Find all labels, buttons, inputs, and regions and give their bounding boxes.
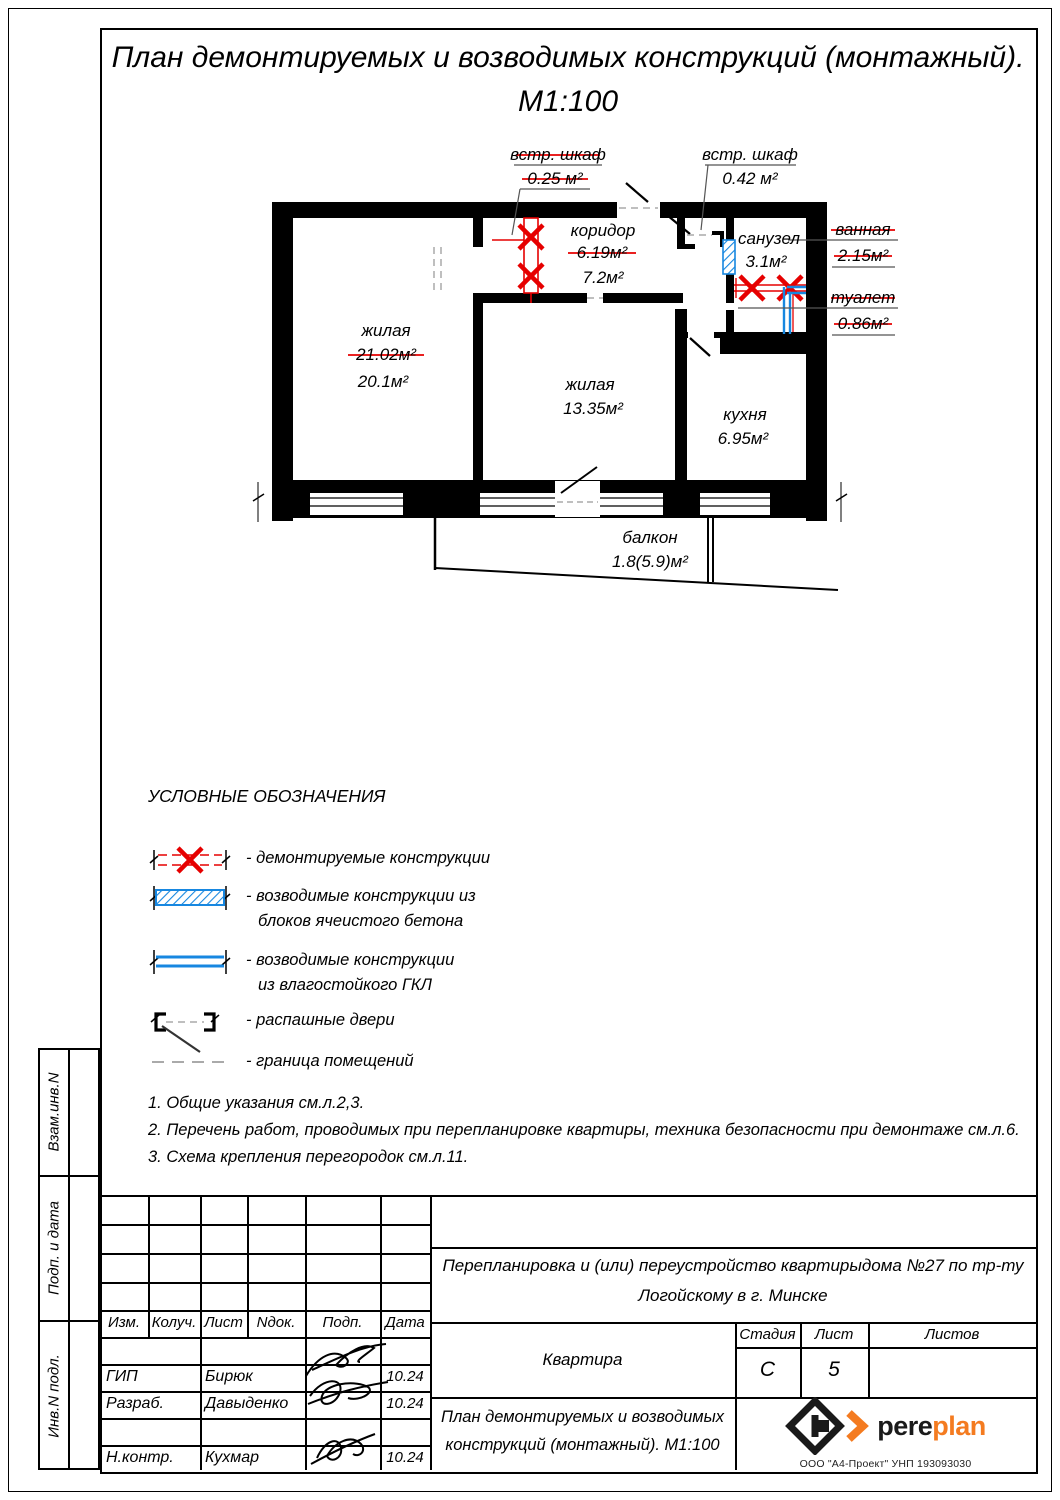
legend-item-gkl — [148, 942, 454, 998]
label-balkon-area: 1.8(5.9)м² — [612, 552, 688, 571]
tb-header-list: Лист — [204, 1314, 243, 1331]
note-1: 1. Общие указания см.л.2,3. — [148, 1094, 365, 1112]
side-label-podp: Подп. и дата — [45, 1201, 63, 1295]
label-closet2-name: встр. шкаф — [702, 145, 798, 164]
page-title-line1: План демонтируемых и возводимых конструкций (монтажный). — [111, 41, 1025, 74]
tb-object: Квартира — [542, 1350, 623, 1369]
tb-role-nkontr: Н.контр. — [106, 1449, 174, 1466]
tb-stage-value: С — [759, 1358, 776, 1381]
label-tualet-area: 0.86м² — [837, 314, 889, 333]
logo-text-plan: plan — [932, 1410, 986, 1441]
legend-heading: УСЛОВНЫЕ ОБОЗНАЧЕНИЯ — [148, 786, 386, 806]
tb-sheet-value: 5 — [828, 1358, 840, 1381]
label-vannaya-name: ванная — [835, 220, 891, 239]
entrance-door-leaf — [626, 183, 648, 202]
legend-aerated-label-line1: - возводимые конструкции из — [246, 887, 476, 905]
tb-doc-title-line1: План демонтируемых и возводимых — [441, 1408, 724, 1426]
logo-chevron-icon — [849, 1413, 863, 1439]
side-label-inv: Инв.N подл. — [45, 1354, 63, 1438]
legend-doors-label: - распашные двери — [246, 1011, 395, 1029]
tb-header-ndok: Nдок. — [256, 1314, 296, 1331]
label-sanuzel-area: 3.1м² — [745, 252, 787, 271]
label-zhilaya1-name: жилая — [361, 321, 411, 340]
legend-aerated-symbol — [148, 878, 232, 918]
tb-project-line1: Перепланировка и (или) переустройство квартирыдома №27 по тр-ту — [442, 1256, 1024, 1275]
new-wall-gkl — [784, 287, 806, 334]
label-vannaya-area: 2.15м² — [837, 246, 889, 265]
tb-header-podp: Подп. — [322, 1314, 363, 1331]
signature-nkontr — [303, 1424, 383, 1470]
label-koridor-area-old: 6.19м² — [576, 243, 628, 262]
side-label-vzam: Взам.инв.N — [45, 1072, 63, 1152]
tb-doc-title-line2: конструкций (монтажный). М1:100 — [445, 1436, 720, 1454]
legend-gkl-symbol — [148, 942, 232, 982]
tb-project-line2: Логойскому в г. Минске — [638, 1286, 828, 1305]
label-kuhnya-name: кухня — [723, 405, 767, 424]
note-2: 2. Перечень работ, проводимых при перепланировке квартиры, техника безопасности при демонтаже см.л.6. — [148, 1121, 1020, 1139]
legend-item-demolition — [148, 840, 490, 880]
label-closet1-area: 0.25 м² — [527, 169, 583, 188]
new-wall-aerated-concrete — [723, 240, 735, 274]
side-strip-divider — [68, 1048, 70, 1470]
legend-aerated-label-line2: блоков ячеистого бетона — [258, 912, 464, 930]
balcony-door-opening — [555, 481, 600, 517]
tb-header-data: Дата — [385, 1314, 425, 1331]
label-koridor-name: коридор — [570, 221, 636, 240]
label-koridor-area-new: 7.2м² — [582, 268, 624, 287]
tb-header-izm: Изм. — [108, 1314, 140, 1331]
logo-text-pere: pere — [877, 1410, 933, 1441]
logo-diamond-icon — [785, 1397, 877, 1455]
legend-gkl-label-line1: - возводимые конструкции — [246, 951, 455, 969]
legend-boundary-label: - граница помещений — [246, 1052, 414, 1070]
tb-sheets-label: Листов — [924, 1326, 980, 1343]
tb-date-gip: 10.24 — [386, 1368, 424, 1385]
legend-item-aerated — [148, 878, 476, 934]
titleblock-top-line — [100, 1195, 1036, 1197]
company-logo — [735, 1397, 1036, 1470]
tb-sheet-label: Лист — [814, 1326, 854, 1343]
logo-subtext: ООО "А4-Проект" УНП 193093030 — [799, 1458, 972, 1470]
tb-name-razrab: Давыденко — [205, 1395, 289, 1412]
label-kuhnya-area: 6.95м² — [717, 429, 769, 448]
tb-stage-label: Стадия — [739, 1326, 796, 1343]
page-title-line2: М1:100 — [517, 85, 619, 118]
legend-boundary-symbol — [148, 1048, 232, 1076]
demolition-closet-wall — [492, 218, 543, 303]
signature-razrab — [298, 1370, 393, 1418]
label-tualet-name: туалет — [830, 288, 896, 307]
tb-role-gip: ГИП — [106, 1368, 138, 1385]
label-closet2-area: 0.42 м² — [722, 169, 778, 188]
legend-gkl-label-line2: из влагостойкого ГКЛ — [258, 976, 432, 994]
label-zhilaya1-area-new: 20.1м² — [357, 372, 409, 391]
note-3: 3. Схема крепления перегородок см.л.11. — [148, 1148, 469, 1166]
legend-demolition-label: - демонтируемые конструкции — [246, 849, 491, 867]
label-sanuzel-name: санузел — [738, 229, 800, 248]
legend-demolition-symbol — [148, 840, 232, 880]
label-zhilaya2-area: 13.35м² — [563, 399, 623, 418]
tb-date-razrab: 10.24 — [386, 1395, 424, 1412]
label-zhilaya1-area-old: 21.02м² — [356, 345, 416, 364]
tb-name-nkontr: Кухмар — [205, 1449, 260, 1466]
label-zhilaya2-name: жилая — [565, 375, 615, 394]
kitchen-door-leaf — [690, 338, 710, 356]
floor-plan — [250, 140, 910, 610]
tb-date-nkontr: 10.24 — [386, 1449, 424, 1466]
legend-item-boundary — [148, 1048, 414, 1076]
label-closet1-name: встр. шкаф — [510, 145, 606, 164]
demolition-bath-wall — [734, 276, 806, 332]
tb-name-gip: Бирюк — [205, 1368, 253, 1385]
page-title — [100, 36, 1036, 124]
tb-header-kol: Колуч. — [151, 1314, 197, 1331]
tb-role-razrab: Разраб. — [106, 1395, 164, 1412]
label-balkon-name: балкон — [622, 528, 678, 547]
